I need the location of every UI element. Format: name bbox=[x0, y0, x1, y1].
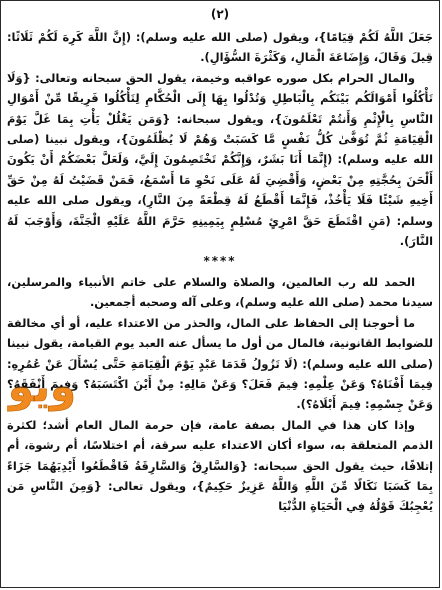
section-separator: **** bbox=[203, 254, 237, 269]
paragraph-2: والمال الحرام بكل صوره عواقبه وخيمة، يقول الحق سبحانه وتعالى: {وَلَا تَأْكُلُوا أَمْوَالَكُم بَيْنَكُم بِالْبَاطِلِ وَتُدْلُوا بِهَا إِلَى الْحُكَّامِ لِتَأْكُلُوا فَرِيقًا مِّنْ أَمْوَالِ النَّاسِ بِالْإِثْمِ وَأَنتُمْ تَعْلَمُونَ}، ويقول سبحانه: {وَمَن يَغْلُلْ يَأْتِ بِمَا غَلَّ يَوْمَ الْقِيَامَةِ ثُمَّ تُوَفَّىٰ كُلُّ نَفْسٍ مَّا كَسَبَتْ وَهُمْ لَا يُظْلَمُونَ}، ويقول نبينا (صلى الله عليه وسلم): (إِنَّمَا أَنَا بَشَرٌ، وَإِنَّكُمْ تَخْتَصِمُونَ إِلَيَّ، وَلَعَلَّ بَعْضَكُمْ أَنْ يَكُونَ أَلْحَنَ بِحُجَّتِهِ مِنْ بَعْضٍ، وَأَقْضِيَ لَهُ عَلَى نَحْوِ مَا أَسْمَعُ، فَمَنْ قَضَيْتُ لَهُ مِنْ حَقِّ أَخِيهِ شَيْئًا فَلَا يَأْخُذْ، فَإِنَّمَا أَقْطَعُ لَهُ قِطْعَةً مِنَ النَّارِ)، ويقول صلى الله عليه وسلم: (مَنِ اقْتَطَعَ حَقَّ امْرِئٍ مُسْلِمٍ بِيَمِينِهِ حَرَّمَ اللَّهُ عَلَيْهِ الْجَنَّةَ، وَأَوْجَبَ لَهُ النَّارَ). bbox=[7, 70, 433, 249]
paragraph-5: وإذا كان هذا في المال بصفة عامة، فإن حرمة المال العام أشد؛ لكثرة الذمم المتعلقة به، سواء أكان الاعتداء عليه سرقة، أم اختلاسًا، أم رشوة، أم إتلافًا، حيث يقول الحق سبحانه: {وَالسَّارِقُ وَالسَّارِقَةُ فَاقْطَعُوا أَيْدِيَهُمَا جَزَاءً بِمَا كَسَبَا نَكَالًا مِّنَ اللَّهِ وَاللَّهُ عَزِيزٌ حَكِيمٌ}، ويقول تعالى: {وَمِنَ النَّاسِ مَن يُعْجِبُكَ قَوْلُهُ فِي الْحَيَاةِ الدُّنْيَا bbox=[7, 417, 433, 514]
page-number: (٢) bbox=[210, 7, 230, 21]
paragraph-3: الحمد لله رب العالمين، والصلاة والسلام على خاتم الأنبياء والمرسلين، سيدنا محمد (صلى الله عليه وسلم)، وعلى آله وصحبه أجمعين. bbox=[7, 274, 433, 310]
paragraph-1: جَعَلَ اللَّهُ لَكُمْ قِيَامًا}، ويقول (صلى الله عليه وسلم): (إِنَّ اللَّهَ كَرِهَ لَكُمْ ثَلَاثًا: قِيلَ وَقَالَ، وَإِضَاعَةَ الْمَالِ، وَكَثْرَةَ السُّؤَالِ). bbox=[7, 30, 433, 65]
document-body bbox=[7, 27, 433, 517]
watermark-text: ويو bbox=[7, 362, 77, 411]
paragraph-4: ما أحوجنا إلى الحفاظ على المال، والحذر من الاعتداء عليه، أو أي مخالفة للضوابط القانونية، فالمال من أول ما يسأل عنه العبد يوم القيامة، يقول نبينا (صلى الله عليه وسلم): (لَا تَزُولُ قَدَمَا عَبْدٍ يَوْمَ الْقِيَامَةِ حَتَّى يُسْأَلَ عَنْ عُمُرِهِ: فِيمَا أَفْنَاهُ؟ وَعَنْ عِلْمِهِ: فِيمَ فَعَلَ؟ وَعَنْ مَالِهِ: مِنْ أَيْنَ اكْتَسَبَهُ؟ وَفِيمَ أَنْفَقَهُ؟ وَعَنْ جِسْمِهِ: فِيمَ أَبْلَاهُ؟). bbox=[7, 315, 433, 412]
